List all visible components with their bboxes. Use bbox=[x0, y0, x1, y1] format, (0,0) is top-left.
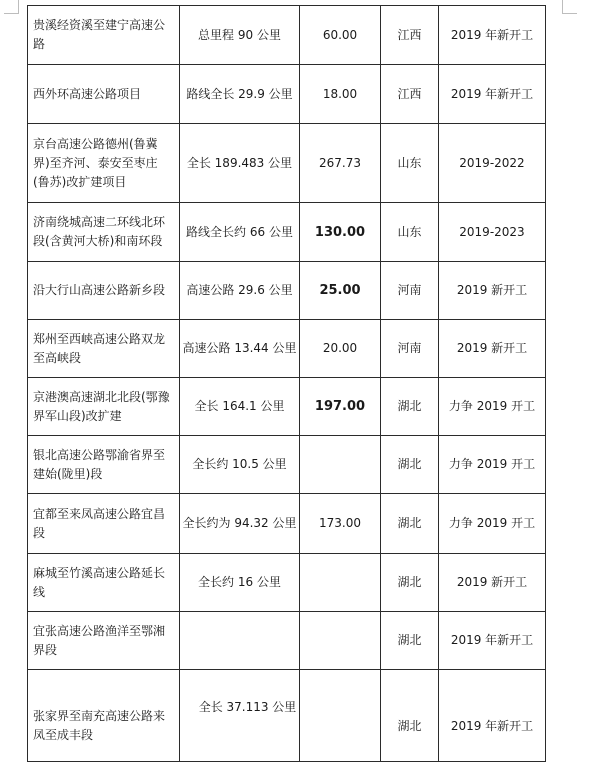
project-name-cell: 宜张高速公路渔洋至鄂湘界段 bbox=[28, 612, 180, 670]
project-name-cell: 沿大行山高速公路新乡段 bbox=[28, 262, 180, 320]
project-time-cell: 2019 年新开工 bbox=[439, 6, 546, 65]
project-investment-cell: 18.00 bbox=[300, 65, 381, 124]
table-row bbox=[28, 124, 546, 203]
project-length-cell: 全长 164.1 公里 bbox=[180, 378, 300, 436]
project-investment-cell bbox=[300, 612, 381, 670]
project-investment-cell: 197.00 bbox=[300, 378, 381, 436]
table-row bbox=[28, 65, 546, 124]
project-investment-cell: 20.00 bbox=[300, 320, 381, 378]
project-time-cell: 2019 新开工 bbox=[439, 320, 546, 378]
project-time-cell: 2019-2022 bbox=[439, 124, 546, 203]
project-length-cell: 全长约为 94.32 公里 bbox=[180, 494, 300, 554]
project-length-cell: 路线全长 29.9 公里 bbox=[180, 65, 300, 124]
project-investment-cell bbox=[300, 670, 381, 762]
table-row bbox=[28, 262, 546, 320]
project-time-cell: 2019 新开工 bbox=[439, 554, 546, 612]
table-row bbox=[28, 494, 546, 554]
project-time-cell: 2019 新开工 bbox=[439, 262, 546, 320]
project-province-cell: 江西 bbox=[381, 65, 439, 124]
table-row bbox=[28, 554, 546, 612]
page-corner-mark-right bbox=[562, 0, 577, 14]
table-row bbox=[28, 6, 546, 65]
project-investment-cell: 173.00 bbox=[300, 494, 381, 554]
project-time-cell: 2019 年新开工 bbox=[439, 65, 546, 124]
project-investment-cell: 25.00 bbox=[300, 262, 381, 320]
project-name-cell: 郑州至西峡高速公路双龙至高峡段 bbox=[28, 320, 180, 378]
table-row bbox=[28, 378, 546, 436]
project-investment-cell: 60.00 bbox=[300, 6, 381, 65]
project-province-cell: 湖北 bbox=[381, 612, 439, 670]
project-length-cell: 全长约 10.5 公里 bbox=[180, 436, 300, 494]
project-length-cell bbox=[180, 612, 300, 670]
table-row bbox=[28, 612, 546, 670]
project-province-cell: 河南 bbox=[381, 320, 439, 378]
project-name-cell: 张家界至南充高速公路来凤至成丰段 bbox=[28, 670, 180, 762]
project-investment-cell bbox=[300, 436, 381, 494]
project-province-cell: 湖北 bbox=[381, 494, 439, 554]
project-length-cell: 全长约 16 公里 bbox=[180, 554, 300, 612]
project-investment-cell bbox=[300, 554, 381, 612]
project-name-cell: 贵溪经资溪至建宁高速公路 bbox=[28, 6, 180, 65]
project-province-cell: 山东 bbox=[381, 203, 439, 262]
project-province-cell: 湖北 bbox=[381, 436, 439, 494]
page-corner-mark-left bbox=[4, 0, 19, 14]
project-province-cell: 湖北 bbox=[381, 378, 439, 436]
project-time-cell: 2019 年新开工 bbox=[439, 670, 546, 762]
project-name-cell: 济南绕城高速二环线北环段(含黄河大桥)和南环段 bbox=[28, 203, 180, 262]
project-province-cell: 河南 bbox=[381, 262, 439, 320]
project-investment-cell: 267.73 bbox=[300, 124, 381, 203]
highway-projects-table bbox=[27, 5, 546, 762]
project-name-cell: 京台高速公路德州(鲁冀界)至齐河、泰安至枣庄(鲁苏)改扩建项目 bbox=[28, 124, 180, 203]
project-length-cell: 总里程 90 公里 bbox=[180, 6, 300, 65]
project-province-cell: 江西 bbox=[381, 6, 439, 65]
project-name-cell: 京港澳高速湖北北段(鄂豫界军山段)改扩建 bbox=[28, 378, 180, 436]
table-row bbox=[28, 320, 546, 378]
project-name-cell: 西外环高速公路项目 bbox=[28, 65, 180, 124]
table-row bbox=[28, 203, 546, 262]
project-time-cell: 力争 2019 开工 bbox=[439, 378, 546, 436]
table-row bbox=[28, 436, 546, 494]
project-length-cell: 高速公路 29.6 公里 bbox=[180, 262, 300, 320]
project-time-cell: 力争 2019 开工 bbox=[439, 494, 546, 554]
project-province-cell: 山东 bbox=[381, 124, 439, 203]
project-name-cell: 银北高速公路鄂渝省界至建始(陇里)段 bbox=[28, 436, 180, 494]
project-name-cell: 宜都至来凤高速公路宜昌段 bbox=[28, 494, 180, 554]
project-length-cell: 路线全长约 66 公里 bbox=[180, 203, 300, 262]
project-length-cell: 高速公路 13.44 公里 bbox=[180, 320, 300, 378]
project-name-cell: 麻城至竹溪高速公路延长线 bbox=[28, 554, 180, 612]
project-length-cell: 全长 189.483 公里 bbox=[180, 124, 300, 203]
project-province-cell: 湖北 bbox=[381, 554, 439, 612]
table-row bbox=[28, 670, 546, 762]
project-time-cell: 2019-2023 bbox=[439, 203, 546, 262]
project-time-cell: 力争 2019 开工 bbox=[439, 436, 546, 494]
project-length-cell: 全长 37.113 公里 bbox=[180, 670, 300, 762]
project-time-cell: 2019 年新开工 bbox=[439, 612, 546, 670]
project-investment-cell: 130.00 bbox=[300, 203, 381, 262]
project-province-cell: 湖北 bbox=[381, 670, 439, 762]
